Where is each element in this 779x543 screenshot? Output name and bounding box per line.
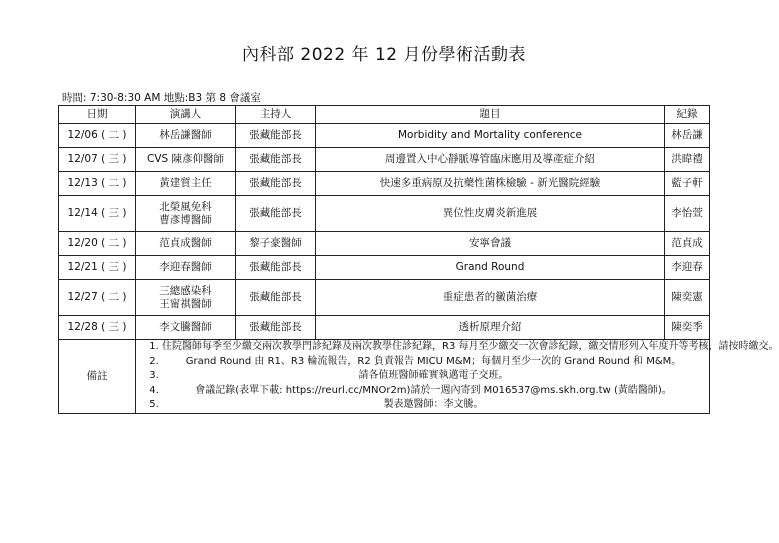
cell-speaker <box>136 280 236 316</box>
speaker-line: 李迎春醫師 <box>159 261 212 273</box>
note-item: 3. 請各值班醫師確實執邁電子交班。 <box>162 369 705 384</box>
speaker-line: 林岳謙醫師 <box>159 129 212 141</box>
header-record: 紀錄 <box>665 106 710 124</box>
header-row <box>59 106 710 124</box>
cell-record: 范貞成 <box>665 232 710 256</box>
note-item: 2. Grand Round 由 R1、R3 輪流報告，R2 負責報告 MICU M&M；每個月至少一次的 Grand Round 和 M&M。 <box>162 355 705 370</box>
cell-host: 張藏能部長 <box>236 316 316 340</box>
cell-host: 張藏能部長 <box>236 124 316 148</box>
cell-date: 12/21 ( 三 ) <box>59 256 136 280</box>
note-item: 5. 製表邀醫師：李文騰。 <box>162 398 705 413</box>
cell-topic: 快速多重病原及抗藥性菌株檢驗 - 新光醫院經驗 <box>316 172 665 196</box>
cell-speaker <box>136 124 236 148</box>
table-row <box>59 316 710 340</box>
cell-record: 藍子軒 <box>665 172 710 196</box>
table-row <box>59 196 710 232</box>
table-row <box>59 232 710 256</box>
cell-topic: 安寧會議 <box>316 232 665 256</box>
speaker-line: 王甯祺醫師 <box>159 297 212 310</box>
cell-topic: Grand Round <box>316 256 665 280</box>
meeting-info: 時間: 7:30-8:30 AM 地點:B3 第 8 會議室 <box>62 92 261 104</box>
speaker-line: 北榮風免科 <box>159 200 212 213</box>
cell-record: 陳奕憲 <box>665 280 710 316</box>
cell-speaker <box>136 148 236 172</box>
cell-topic: Morbidity and Mortality conference <box>316 124 665 148</box>
table-row <box>59 280 710 316</box>
cell-host: 張藏能部長 <box>236 256 316 280</box>
speaker-line: 李文騰醫師 <box>159 321 212 333</box>
speaker-line: 黃建質主任 <box>159 177 212 189</box>
cell-record: 李怡萱 <box>665 196 710 232</box>
cell-date: 12/13 ( 二 ) <box>59 172 136 196</box>
table-row <box>59 148 710 172</box>
speaker-line: CVS 陳彥仰醫師 <box>146 153 225 165</box>
header-date: 日期 <box>59 106 136 124</box>
table-row <box>59 256 710 280</box>
header-host: 主持人 <box>236 106 316 124</box>
speaker-line: 曹彥博醫師 <box>159 213 212 226</box>
cell-topic: 異位性皮膚炎新進展 <box>316 196 665 232</box>
table-row <box>59 172 710 196</box>
cell-topic: 透析原理介紹 <box>316 316 665 340</box>
cell-date: 12/20 ( 二 ) <box>59 232 136 256</box>
cell-host: 黎子豪醫師 <box>236 232 316 256</box>
header-speaker: 演講人 <box>136 106 236 124</box>
cell-speaker <box>136 316 236 340</box>
cell-date: 12/28 ( 三 ) <box>59 316 136 340</box>
cell-record: 李迎春 <box>665 256 710 280</box>
table-row <box>59 124 710 148</box>
note-item: 4. 會議記錄(表單下載: https://reurl.cc/MNOr2m)請於一週內寄到 M016537@ms.skh.org.tw (黃皓醫師)。 <box>162 384 705 399</box>
cell-record: 陳奕季 <box>665 316 710 340</box>
notes-row <box>59 340 710 414</box>
notes-list <box>140 340 779 413</box>
cell-date: 12/14 ( 三 ) <box>59 196 136 232</box>
cell-date: 12/27 ( 二 ) <box>59 280 136 316</box>
cell-topic: 重症患者的黴菌治療 <box>316 280 665 316</box>
cell-record: 洪暐禮 <box>665 148 710 172</box>
cell-host: 張藏能部長 <box>236 172 316 196</box>
cell-host: 張藏能部長 <box>236 280 316 316</box>
notes-cell <box>136 340 779 414</box>
header-topic: 題目 <box>316 106 665 124</box>
speaker-line: 三總感染科 <box>159 284 212 297</box>
schedule-table <box>58 105 779 414</box>
cell-date: 12/06 ( 二 ) <box>59 124 136 148</box>
note-item: 1. 住院醫師每季至少繳交兩次教學門診紀錄及兩次教學住診紀錄，R3 每月至少繳交一次會診紀錄，繳交情形列入年度升等考核，請按時繳交。 <box>162 340 705 355</box>
cell-host: 張藏能部長 <box>236 196 316 232</box>
cell-host: 張藏能部長 <box>236 148 316 172</box>
cell-speaker <box>136 196 236 232</box>
cell-speaker <box>136 256 236 280</box>
cell-speaker <box>136 172 236 196</box>
page-title: 內科部 2022 年 12 月份學術活動表 <box>241 45 526 65</box>
notes-label: 備註 <box>59 340 136 414</box>
speaker-line: 范貞成醫師 <box>159 237 212 249</box>
cell-topic: 周邊置入中心靜脈導管臨床應用及導產症介紹 <box>316 148 665 172</box>
cell-date: 12/07 ( 三 ) <box>59 148 136 172</box>
cell-record: 林岳謙 <box>665 124 710 148</box>
cell-speaker <box>136 232 236 256</box>
